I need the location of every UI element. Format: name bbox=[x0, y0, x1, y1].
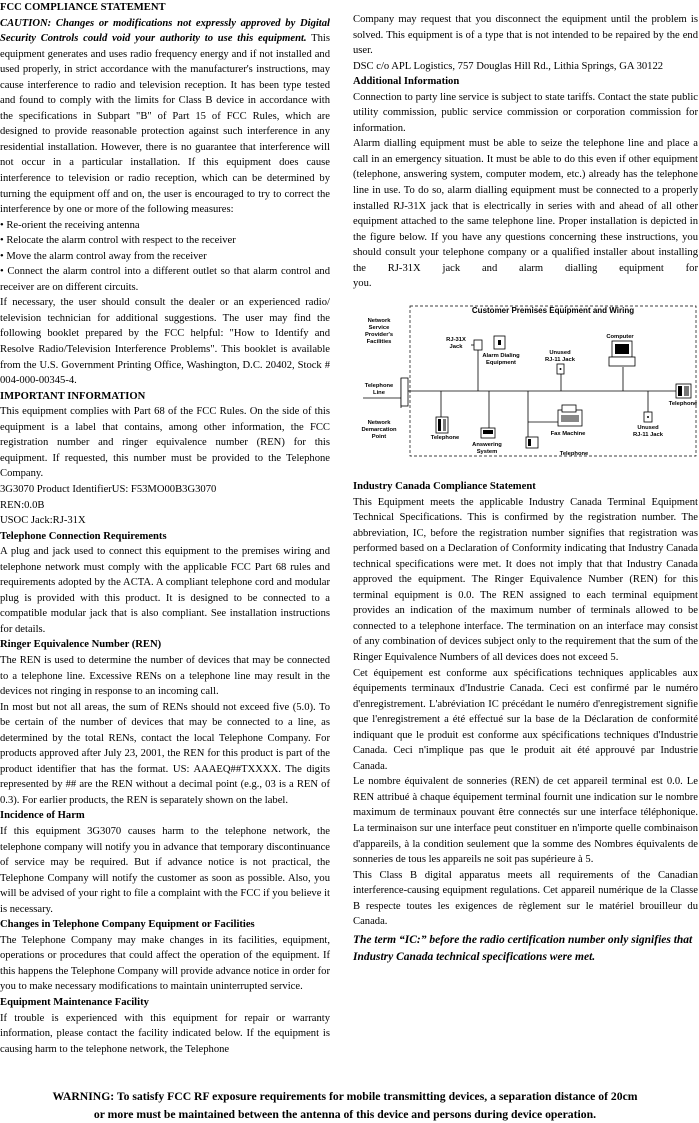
telephone-right-label: Telephone bbox=[669, 401, 698, 407]
tcr-title: Telephone Connection Requirements bbox=[0, 529, 330, 545]
additional-info-title: Additional Information bbox=[353, 74, 698, 90]
maintenance-paragraph: If trouble is experienced with this equipment for repair or warranty information, please contact the facility indicated below. If the equipment is causing harm to the telephone network, the Telephone bbox=[0, 1011, 330, 1058]
demarcation-box bbox=[401, 378, 408, 406]
diagram-title: Customer Premises Equipment and Wiring bbox=[472, 306, 634, 315]
changes-paragraph: The Telephone Company may make changes in its facilities, equipment, operations or procedures that could affect the operation of the equipment. If this happens the Telephone Company will provide advance notice in order for you to make necessary modifications to maintain uninterrupted service. bbox=[0, 933, 330, 995]
caution-text: This equipment generates and uses radio frequency energy and if not installed and used properly, in strict accordance with the manufacturer's instructions, may cause interference to radio and television reception. It has been type tested and found to comply with the limits for Class B device in accordance with the specifications in Subpart "B" of Part 15 of FCC Rules, which are designed to provide reasonable protection against such interference in any residential installation. However, there is no guarantee that interference will not occur in a particular installation. If this equipment does cause interference to television or radio reception, which can be determined by turning the equipment off and on, the user is encouraged to try to correct the interference by one or more of the following measures: bbox=[0, 33, 330, 215]
rj31x-jack-icon bbox=[474, 340, 482, 350]
maintenance-title: Equipment Maintenance Facility bbox=[0, 995, 330, 1011]
harm-title: Incidence of Harm bbox=[0, 808, 330, 824]
right-column-bottom bbox=[353, 479, 698, 967]
answering-system-icon bbox=[481, 428, 495, 438]
consult-paragraph: If necessary, the user should consult the dealer or an experienced radio/ television technician for additional suggestions. The user may find the following booklet prepared by the FCC helpful: "How to Identify and Resolve Radio/Television Interference Problems". This booklet is available from the U.S. Government Printing Office, Washington, D.C. 20402, Stock # 004-000-00345-4. bbox=[0, 295, 330, 388]
rf-warning-line-1: WARNING: To satisfy FCC RF exposure requirements for mobile transmitting devices, a separation distance of 20cm bbox=[0, 1088, 690, 1106]
alarm-paragraph-end: you. bbox=[353, 276, 698, 292]
telephone-left-label: Telephone bbox=[431, 435, 460, 441]
ren-paragraph: The REN is used to determine the number of devices that may be connected to a telephone line. Excessive RENs on a telephone line may result in the devices not ringing in response to an incoming call. bbox=[0, 653, 330, 700]
alarm-dialing-label-1: Alarm Dialing bbox=[482, 353, 520, 359]
caution-paragraph bbox=[0, 16, 330, 218]
unused-bottom-label-1: Unused bbox=[637, 425, 659, 431]
alarm-dialing-label-2: Equipment bbox=[486, 360, 516, 366]
tcr-paragraph: A plug and jack used to connect this equipment to the premises wiring and telephone network must comply with the applicable FCC Part 68 rules and requirements adopted by the ACTA. A compliant telephone cord and modular plug is provided with this product. It is designed to be connected to a compatible modular jack that is also compliant. See installation instructions for details. bbox=[0, 544, 330, 637]
caution-bold: CAUTION: Changes or modifications not expressly approved by Digital Security Controls could void your authority to use this equipment. bbox=[0, 18, 330, 45]
computer-label: Computer bbox=[606, 334, 634, 340]
fax-label: Fax Machine bbox=[551, 431, 587, 437]
unused-jack-bottom-dot bbox=[647, 416, 649, 418]
bullet-item: • Move the alarm control away from the receiver bbox=[0, 249, 330, 265]
telephone-left-icon bbox=[436, 417, 448, 433]
ic-french-paragraph: Cet équipement est conforme aux spécifications techniques applicables aux équipements terminaux d'Industrie Canada. Ceci est confirmé par le numéro d'enregistrement. L'abréviation IC précédant le numéro d'enregistrement signifie que l'enregistrement a été effectué sur la base de la Déclaration de conformité indiquant que le produit est conforme aux spécifications techniques d'Industrie Canada. Ceci n'implique pas que le produit ait été approuvé par Industrie Canada. bbox=[353, 666, 698, 775]
left-column bbox=[0, 0, 330, 1057]
right-column-top bbox=[353, 12, 698, 292]
bullet-item: • Re-orient the receiving antenna bbox=[0, 218, 330, 234]
telephone-bottom-icon bbox=[526, 437, 538, 448]
bullet-item: • Connect the alarm control into a different outlet so that alarm control and receiver are on different circuits. bbox=[0, 264, 330, 295]
important-paragraph: This equipment complies with Part 68 of the FCC Rules. On the side of this equipment is a label that contains, among other information, the FCC registration number and ringer equivalence number (REN) for this equipment. If requested, this number must be provided to the Telephone Company. bbox=[0, 404, 330, 482]
ren-paragraph: In most but not all areas, the sum of RENs should not exceed five (5.0). To be certain of the number of devices that may be connected to a line, as determined by the total RENs, contact the local Telephone Company. For products approved after July 23, 2001, the REN for this product is part of the product identifier that has the format. US: AAAEQ##TXXXX. The digits represented by ## are the REN without a decimal point (e.g., 03 is a REN of 0.3). For earlier products, the REN is separately shown on the label. bbox=[0, 700, 330, 809]
rf-warning-line-2: or more must be maintained between the antenna of this device and persons during device operation. bbox=[0, 1106, 690, 1123]
fcc-title: FCC COMPLIANCE STATEMENT bbox=[0, 0, 330, 16]
alarm-panel-detail bbox=[498, 340, 501, 345]
provider-label-1: Network bbox=[368, 318, 392, 324]
telephone-line-label-1: Telephone bbox=[365, 383, 394, 389]
demarcation-label-2: Demarcation bbox=[361, 427, 397, 433]
telephone-right-icon bbox=[676, 384, 691, 398]
demarcation-label-1: Network bbox=[368, 420, 392, 426]
address: DSC c/o APL Logistics, 757 Douglas Hill Rd., Lithia Springs, GA 30122 bbox=[353, 59, 698, 75]
continued-paragraph: Company may request that you disconnect the equipment until the problem is solved. This equipment is of a type that is not intended to be repaired by the end user. bbox=[353, 12, 698, 59]
unused-top-label-1: Unused bbox=[549, 350, 571, 356]
ic-note: The term “IC:” before the radio certification number only signifies that Industry Canada technical specifications were met. bbox=[353, 932, 698, 967]
answering-label-1: Answering bbox=[472, 442, 502, 448]
telephone-bottom-label: Telephone bbox=[560, 451, 589, 457]
harm-paragraph: If this equipment 3G3070 causes harm to the telephone network, the telephone company will notify you in advance that temporary discontinuance of service may be required. But if advance notice is not practical, the Telephone Company will notify the customer as soon as possible. Also, you will be advised of your right to file a complaint with the FCC if you believe it is necessary. bbox=[0, 824, 330, 917]
provider-label-2: Service bbox=[369, 325, 390, 331]
unused-bottom-label-2: RJ-11 Jack bbox=[633, 432, 664, 438]
rj31x-label-1: RJ-31X bbox=[446, 337, 466, 343]
ren-title: Ringer Equivalence Number (REN) bbox=[0, 637, 330, 653]
rf-warning bbox=[0, 1088, 690, 1123]
bullet-item: • Relocate the alarm control with respect to the receiver bbox=[0, 233, 330, 249]
provider-label-3: Provider's bbox=[365, 332, 393, 338]
ren-value: REN:0.0B bbox=[0, 498, 330, 514]
wiring-diagram bbox=[353, 300, 698, 465]
demarcation-label-3: Point bbox=[372, 434, 387, 440]
class-b-paragraph: This Class B digital apparatus meets all requirements of the Canadian interference-causing equipment regulations. Cet appareil numérique de la Classe B respecte toutes les exigences de règlement sur le matériel brouilleur du Canada. bbox=[353, 868, 698, 930]
answering-label-2: System bbox=[477, 449, 498, 455]
important-title: IMPORTANT INFORMATION bbox=[0, 389, 330, 405]
rj31x-label-2: Jack bbox=[450, 344, 464, 350]
usoc-jack: USOC Jack:RJ-31X bbox=[0, 513, 330, 529]
alarm-paragraph: Alarm dialling equipment must be able to seize the telephone line and place a call in an emergency situation. It must be able to do this even if other equipment (telephone, answering system, computer modem, etc.) already has the telephone line in use. To do so, alarm dialling equipment must be connected to a properly installed RJ-31X jack that is electrically in series with and ahead of all other equipment attached to the same telephone line. Proper installation is depicted in the figure below. If you have any questions concerning these instructions, you should consult your telephone company or a qualified installer about installing the RJ-31X jack and alarm dialling equipment for bbox=[353, 136, 698, 276]
product-identifier: 3G3070 Product IdentifierUS: F53MO00B3G3070 bbox=[0, 482, 330, 498]
unused-jack-top-dot bbox=[560, 368, 562, 370]
telephone-line-label-2: Line bbox=[373, 390, 386, 396]
unused-top-label-2: RJ-11 Jack bbox=[545, 357, 576, 363]
provider-label-4: Facilities bbox=[367, 339, 392, 345]
additional-info-paragraph: Connection to party line service is subject to state tariffs. Contact the state public utility commission, public service commission or corporation commission for information. bbox=[353, 90, 698, 137]
fax-machine-icon bbox=[558, 405, 582, 426]
ic-french-ren-paragraph: Le nombre équivalent de sonneries (REN) de cet appareil terminal est 0.0. Le REN attribué à chaque équipement terminal fournit une indication sur le nombre maximum de terminaux pouvant être connectés sur une interface téléphonique. La terminaison sur une interface peut constituer en n'importe quelle combinaison d'appareils, à la condition seulement que la somme des Nombres équivalents de sonneries de tous les appareils ne soit pas supérieure à 5. bbox=[353, 774, 698, 867]
computer-icon bbox=[609, 341, 635, 366]
changes-title: Changes in Telephone Company Equipment or Facilities bbox=[0, 917, 330, 933]
ic-title: Industry Canada Compliance Statement bbox=[353, 479, 698, 495]
ic-paragraph: This Equipment meets the applicable Industry Canada Terminal Equipment Technical Specifications. This is confirmed by the registration number. The abbreviation, IC, before the registration number signifies that registration was performed based on a Declaration of Conformity indicating that Industry Canada technical specifications were met. It does not imply that that Industry Canada approved the equipment. The Ringer Equivalence Number (REN) for this terminal equipment is 0.0. The REN assigned to each terminal equipment provides an indication of the maximum number of terminals allowed to be connected to a telephone interface. The termination on an interface may consist of any combination of devices subject only to the requirement that the sum of the Ringer Equivalence Numbers of all devices does not exceed 5. bbox=[353, 495, 698, 666]
